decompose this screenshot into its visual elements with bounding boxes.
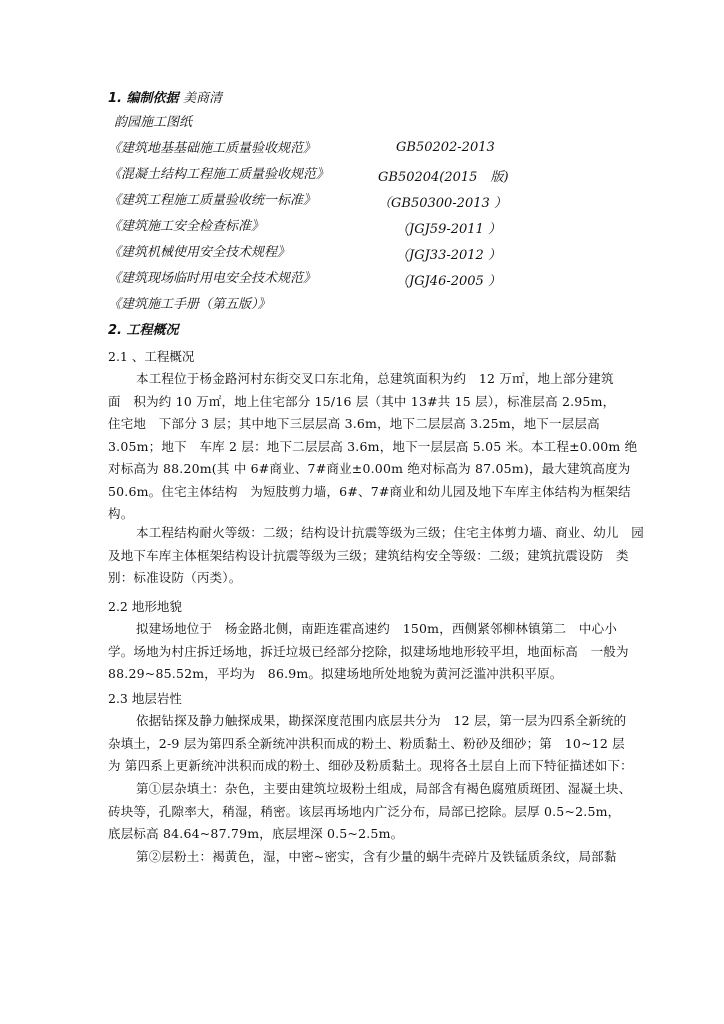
paragraph-line: 本工程结构耐火等级：二级；结构设计抗震等级为三级；住宅主体剪力墙、商业、幼儿 园 <box>136 525 645 540</box>
standard-1-code: GB50202-2013 <box>396 140 495 155</box>
standard-1-name: 《建筑地基基础施工质量验收规范》 <box>108 141 317 156</box>
section-2-3-title: 2.3 地层岩性 <box>108 691 182 706</box>
paragraph-line: 面 积为约 10 万㎡，地上住宅部分 15/16 层（其中 13#共 15 层），标准层高 2.95m， <box>108 393 616 409</box>
paragraph-line: 第②层粉土：褐黄色，湿，中密~密实，含有少量的蜗牛壳碎片及铁锰质条纹，局部黏 <box>136 849 617 864</box>
construction-manual: 《建筑施工手册（第五版）》 <box>108 297 271 312</box>
section-2-3-paragraph-2 <box>108 778 631 846</box>
paragraph-line: 杂填土，2-9 层为第四系全新统冲洪积而成的粉土、粉质黏土、粉砂及细砂；第 10~12 层 <box>108 735 625 751</box>
standard-5-name: 《建筑机械使用安全技术规程》 <box>108 245 291 260</box>
paragraph-line: 及地下车库主体框架结构设计抗震等级为三级；建筑结构安全等级：二级；建筑抗震设防 类 <box>108 547 629 563</box>
standard-4-name: 《建筑施工安全检查标准》 <box>108 219 265 234</box>
paragraph-line: 对标高为 88.20m(其 中 6#商业、7#商业±0.00m 绝对标高为 87.05m)，最大建筑高度为 <box>108 461 631 476</box>
paragraph-line: 住宅地 下部分 3 层；其中地下三层层高 3.6m，地下二层层高 3.25m，地下一层层高 <box>108 416 600 431</box>
standard-3-code: （GB50300-2013 ） <box>378 196 507 211</box>
standard-3-name: 《建筑工程施工质量验收统一标准》 <box>108 193 317 208</box>
section-1-heading-suffix: 美商清 <box>183 91 223 106</box>
paragraph-line: 3.05m；地下 车库 2 层：地下二层层高 3.6m，地下一层层高 5.05 米。本工程±0.00m 绝 <box>108 438 638 454</box>
section-2-1-paragraph-1 <box>108 368 637 526</box>
section-1-heading <box>108 90 222 108</box>
standard-4-code: （JGJ59-2011 ） <box>396 222 501 237</box>
standard-2-name: 《混凝土结构工程施工质量验收规范》 <box>108 167 330 182</box>
section-2-3-paragraph-1 <box>108 710 633 778</box>
standard-6-name: 《建筑现场临时用电安全技术规范》 <box>108 271 317 286</box>
standard-5-code: （JGJ33-2012 ） <box>396 248 501 263</box>
paragraph-line: 为 第四系上更新统冲洪积而成的粉土、细砂及粉质黏土。现将各土层自上而下特征描述如下： <box>108 758 633 773</box>
section-1-heading-text: 1. 编制依据 <box>108 91 179 106</box>
section-2-2-title: 2.2 地形地貌 <box>108 599 182 614</box>
paragraph-line: 底层标高 84.64~87.79m，底层埋深 0.5~2.5m。 <box>108 826 404 841</box>
drawings-line: 韵园施工图纸 <box>114 115 193 130</box>
section-2-1-paragraph-2 <box>108 522 644 590</box>
paragraph-line: 本工程位于杨金路河村东街交叉口东北角，总建筑面积为约 12 万㎡，地上部分建筑 <box>136 371 614 386</box>
section-2-heading: 2. 工程概况 <box>108 323 179 338</box>
paragraph-line: 依据钻探及静力触探成果，勘探深度范围内底层共分为 12 层，第一层为四系全新统的 <box>136 713 627 728</box>
paragraph-line: 拟建场地位于 杨金路北侧，南距连霍高速约 150m，西侧紧邻柳林镇第二 中心小 <box>136 621 618 636</box>
paragraph-line: 88.29~85.52m，平均为 86.9m。拟建场地所处地貌为黄河泛滥冲洪积平原。 <box>108 666 563 681</box>
paragraph-line: 砖块等，孔隙率大，稍湿，稍密。该层再场地内广泛分布，局部已挖除。层厚 0.5~2.5m， <box>108 803 621 819</box>
paragraph-line: 50.6m。住宅主体结构 为短肢剪力墙，6#、7#商业和幼儿园及地下车库主体结构为框架结 <box>108 483 631 499</box>
paragraph-line: 第①层杂填土：杂色，主要由建筑垃圾粉土组成，局部含有褐色腐殖质斑团、湿凝土块、 <box>136 781 632 796</box>
standard-2-code: GB50204(2015 版) <box>378 170 509 185</box>
section-2-2-paragraph <box>108 618 629 686</box>
paragraph-line: 构。 <box>108 506 134 521</box>
section-2-1-title: 2.1 、工程概况 <box>108 349 195 364</box>
paragraph-line: 别：标准设防（丙类）。 <box>108 570 242 585</box>
standard-6-code: （JGJ46-2005 ） <box>396 274 501 289</box>
paragraph-line: 学。场地为村庄拆迁场地，拆迁垃圾已经部分挖除，拟建场地地形较平坦，地面标高 一般为 <box>108 643 629 659</box>
section-2-3-paragraph-3 <box>108 846 617 869</box>
